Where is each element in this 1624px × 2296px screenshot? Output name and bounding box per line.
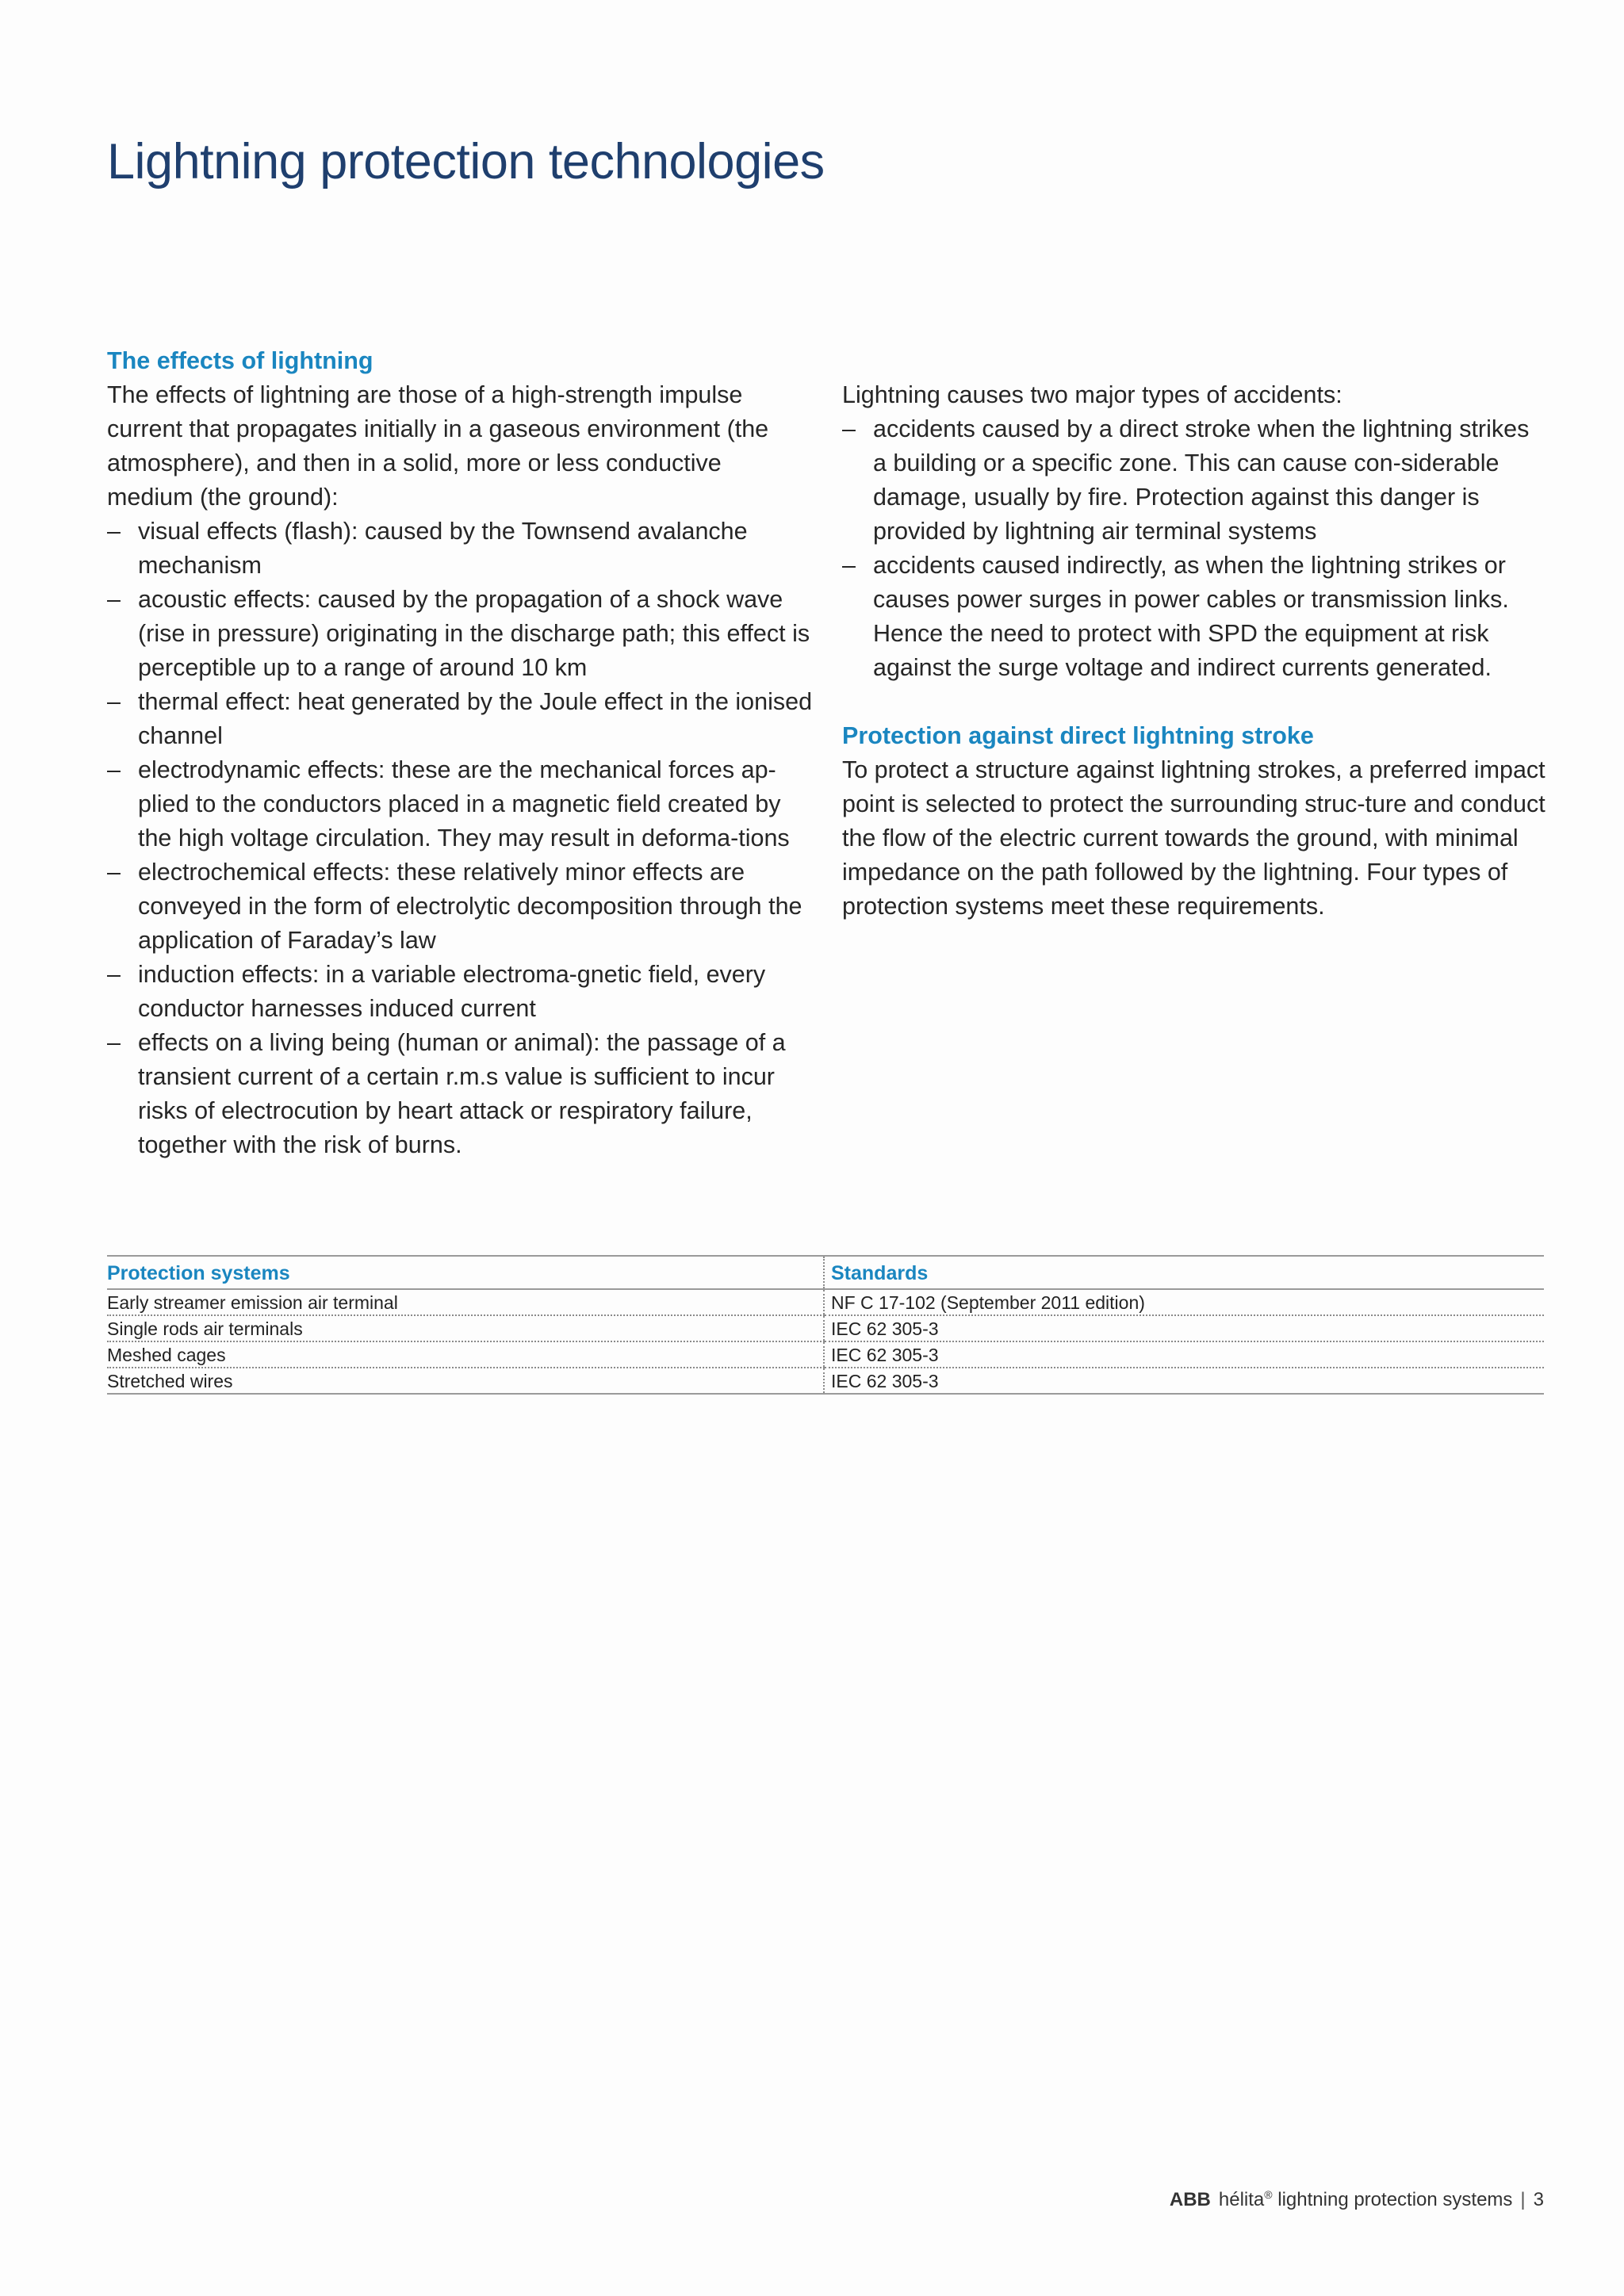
list-item [107, 1026, 813, 1162]
footer-separator: | [1520, 2189, 1526, 2210]
effect-text: acoustic effects: caused by the propagation of a shock wave (rise in pressure) originating in the discharge path; this effect is perceptible up to a range of around 10 km [138, 586, 810, 681]
accident-text: accidents caused indirectly, as when the lightning strikes or causes power surges in power cables or transmission links. Hence the need to protect with SPD the equipment at risk against the surge voltage and indirect currents generated. [873, 552, 1509, 681]
footer-suffix: lightning protection systems [1272, 2189, 1513, 2210]
registered-mark: ® [1264, 2188, 1273, 2201]
dash-bullet: – [107, 859, 121, 886]
dash-bullet: – [842, 552, 856, 579]
standards-table [107, 1255, 1544, 1395]
header-standards: Standards [824, 1256, 1544, 1289]
effect-text: thermal effect: heat generated by the Joule effect in the ionised channel [138, 688, 813, 749]
header-protection-systems: Protection systems [107, 1256, 824, 1289]
effect-text: electrochemical effects: these relatively minor effects are conveyed in the form of electrolytic decomposition through the application of Faraday’s law [138, 859, 802, 954]
accidents-list [842, 412, 1548, 685]
standard-cell: NF C 17-102 (September 2011 edition) [824, 1289, 1544, 1315]
dash-bullet: – [107, 1029, 121, 1056]
system-cell: Single rods air terminals [107, 1315, 824, 1341]
effect-text: visual effects (flash): caused by the Townsend avalanche mechanism [138, 518, 748, 579]
effects-intro: The effects of lightning are those of a high-strength impulse current that propagates initially in a gaseous environment (the atmosphere), and then in a solid, more or less conductive medium (the ground): [107, 381, 769, 511]
effects-heading: The effects of lightning [107, 347, 373, 374]
list-item [842, 412, 1548, 549]
system-cell: Stretched wires [107, 1368, 824, 1394]
effect-text: effects on a living being (human or animal): the passage of a transient current of a certain r.m.s value is sufficient to incur risks of electrocution by heart attack or respiratory failure, together with the risk of burns. [138, 1029, 786, 1158]
direct-stroke-body: To protect a structure against lightning strokes, a preferred impact point is selected to protect the surrounding struc-ture and conduct the flow of the electric current towards the ground, with minimal impedance on the path followed by the lightning. Four types of protection systems meet these requirements. [842, 756, 1545, 920]
list-item [107, 753, 813, 855]
standard-cell: IEC 62 305-3 [824, 1341, 1544, 1368]
accidents-intro: Lightning causes two major types of accidents: [842, 381, 1342, 408]
dash-bullet: – [842, 415, 856, 442]
footer-product: hélita [1218, 2189, 1265, 2210]
list-item [107, 583, 813, 685]
footer-brand: ABB [1169, 2189, 1211, 2210]
standard-cell: IEC 62 305-3 [824, 1368, 1544, 1394]
direct-stroke-heading: Protection against direct lightning stroke [842, 722, 1314, 749]
effects-list [107, 515, 813, 1162]
dash-bullet: – [107, 586, 121, 613]
list-item [107, 855, 813, 958]
effect-text: induction effects: in a variable electroma-gnetic field, every conductor harnesses induced current [138, 961, 766, 1022]
page-title: Lightning protection technologies [107, 134, 825, 189]
table-header-row [107, 1256, 1544, 1289]
table-row [107, 1289, 1544, 1315]
accidents-section [842, 378, 1548, 924]
list-item [107, 515, 813, 583]
dash-bullet: – [107, 688, 121, 715]
system-cell: Early streamer emission air terminal [107, 1289, 824, 1315]
dash-bullet: – [107, 518, 121, 545]
table-row [107, 1315, 1544, 1341]
list-item [107, 685, 813, 753]
table-row [107, 1341, 1544, 1368]
accident-text: accidents caused by a direct stroke when the lightning strikes a building or a specific zone. This can cause con-siderable damage, usually by fire. Protection against this danger is provided by lightning air terminal systems [873, 415, 1530, 545]
standard-cell: IEC 62 305-3 [824, 1315, 1544, 1341]
page-footer [1170, 2188, 1544, 2211]
dash-bullet: – [107, 961, 121, 988]
page-number: 3 [1533, 2189, 1544, 2210]
system-cell: Meshed cages [107, 1341, 824, 1368]
effects-section [107, 344, 813, 1162]
list-item [842, 549, 1548, 685]
effect-text: electrodynamic effects: these are the mechanical forces ap-plied to the conductors placed in a magnetic field created by the high voltage circulation. They may result in deforma-tions [138, 756, 790, 851]
table-row [107, 1368, 1544, 1394]
dash-bullet: – [107, 756, 121, 783]
list-item [107, 958, 813, 1026]
